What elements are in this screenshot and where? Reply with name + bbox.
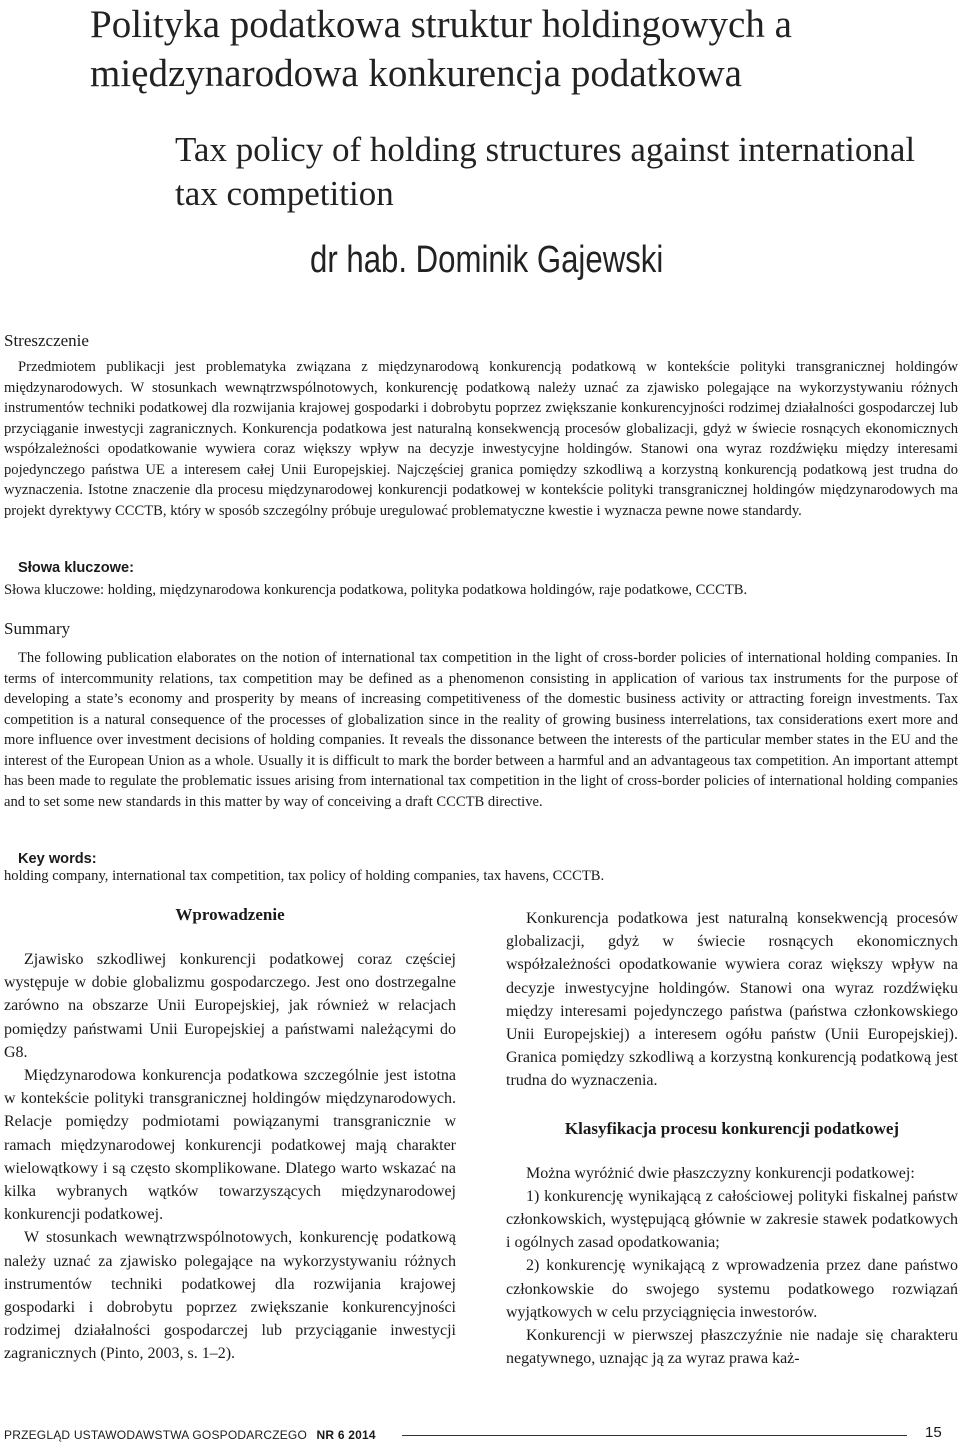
introduction-heading: Wprowadzenie bbox=[175, 905, 285, 924]
page-number: 15 bbox=[925, 1424, 942, 1441]
intro-paragraph-1: Zjawisko szkodliwej konkurencji podatkowej coraz częściej występuje w dobie globalizmu gospodarczego. Jest ono dostrzegalne zarówno na obszarze Unii Europejskiej, jak również w relacjach pomiędzy państwami Unii Europejskiej a państwami należącymi do G8. bbox=[4, 951, 456, 1061]
issue-number: NR 6 2014 bbox=[316, 1428, 376, 1442]
slowa-kluczowe-label: Słowa kluczowe: bbox=[18, 560, 134, 576]
classification-heading: Klasyfikacja procesu konkurencji podatkowej bbox=[564, 1118, 900, 1138]
summary-heading: Summary bbox=[4, 619, 71, 638]
journal-name: PRZEGLĄD USTAWODAWSTWA GOSPODARCZEGO bbox=[4, 1428, 307, 1442]
footer-rule bbox=[402, 1435, 907, 1436]
key-words-text: holding company, international tax competition, tax policy of holding companies, tax havens, CCCTB. bbox=[4, 868, 605, 884]
right-paragraph-3: Konkurencji w pierwszej płaszczyźnie nie nadaje się charakteru negatywnego, uznając ją za wyraz prawa każ- bbox=[506, 1327, 958, 1368]
article-title-english: Tax policy of holding structures against international tax competition bbox=[175, 130, 916, 213]
right-paragraph-2: Można wyróżnić dwie płaszczyzny konkurencji podatkowej: bbox=[526, 1164, 915, 1182]
author-name: dr hab. Dominik Gajewski bbox=[310, 239, 664, 281]
list-item: 1) konkurencję wynikającą z całościowej polityki fiskalnej państw członkowskich, występującą głównie w zakresie stawek podatkowych i ogólnych zasad opodatkowania; bbox=[506, 1187, 958, 1252]
intro-paragraph-2: Międzynarodowa konkurencja podatkowa szczególnie jest istotna w kontekście polityki transgranicznej holdingów międzynarodowych. Relacje pomiędzy podmiotami powiązanymi transgranicznie w ramach międzynarodowej konkurencji podatkowej mają charakter wielowątkowy i są często skomplikowane. Dlatego warto wskazać na kilka wybranych wątków towarzyszących międzynarodowej konkurencji podatkowej. bbox=[4, 1067, 456, 1224]
list-item: 2) konkurencję wynikającą z wprowadzenia przez dane państwo członkowskie do swojego systemu podatkowego rozwiązań wyjątkowych w celu przyciągnięcia inwestorów. bbox=[506, 1257, 958, 1321]
intro-paragraph-3: W stosunkach wewnątrzwspólnotowych, konkurencję podatkową należy uznać za zjawisko polegające na wykorzystywaniu różnych instrumentów techniki podatkowej dla rozwijania krajowej gospodarki i dobrobytu poprzez zwiększanie konkurencyjności rodzimej działalności gospodarczej lub przyciąganie inwestycji zagranicznych (Pinto, 2003, s. 1–2). bbox=[4, 1229, 456, 1363]
article-title: Polityka podatkowa struktur holdingowych a międzynarodowa konkurencja podatkowa bbox=[90, 3, 792, 95]
right-paragraph-1: Konkurencja podatkowa jest naturalną konsekwencją procesów globalizacji, gdyż w świecie rosnących ekonomicznych współzależności opodatkowanie wywiera coraz większy wpływ na decyzje inwestycyjne holdingów. Stanowi ona wyraz rozdźwięku między interesami pojedynczego państwa (państwa członkowskiego Unii Europejskiej) a interesem ogółu państw (Unii Europejskiej). Granica pomiędzy szkodliwą a korzystną konkurencją podatkową jest trudna do wyznaczenia. bbox=[506, 910, 958, 1090]
slowa-kluczowe-text: Słowa kluczowe: holding, międzynarodowa konkurencja podatkowa, polityka podatkowa holdingów, raje podatkowe, CCCTB. bbox=[4, 582, 748, 598]
streszczenie-text: Przedmiotem publikacji jest problematyka związana z międzynarodową konkurencją podatkową w kontekście polityki transgranicznej holdingów międzynarodowych. W stosunkach wewnątrzwspólnotowych, konkurencję podatkową należy uznać za zjawisko polegające na wykorzystywaniu różnych instrumentów techniki podatkowej dla rozwijania krajowej gospodarki i dobrobytu poprzez zwiększanie konkurencyjności rodzimej działalności gospodarczej lub przyciąganie inwestycji zagranicznych. Konkurencja podatkowa jest naturalną konsekwencją procesów globalizacji, gdyż w świecie rosnących ekonomicznych współzależności opodatkowanie wywiera coraz większy wpływ na decyzje inwestycyjne holdingów. Stanowi ona wyraz rozdźwięku między interesami pojedynczego państwa UE a interesem całej Unii Europejskiej. Najczęściej granica pomiędzy szkodliwą a korzystną konkurencją podatkową jest trudna do wyznaczenia. Istotne znaczenie dla procesu międzynarodowej konkurencji podatkowej w kontekście polityki transgranicznej holdingów międzynarodowych ma projekt dyrektywy CCCTB, który w sposób szczególny próbuje uregulować problematyczne kwestie i wyznacza pewne nowe standardy. bbox=[4, 359, 958, 519]
left-column bbox=[4, 904, 456, 1366]
key-words-label: Key words: bbox=[18, 851, 97, 867]
right-column bbox=[506, 907, 958, 1370]
summary-text: The following publication elaborates on the notion of international tax competition in the light of cross-border policies of international holding companies. In terms of intercommunity relations, tax competition may be defined as a phenomenon consisting in application of various tax instruments for the purpose of developing a state’s economy and prosperity by means of increasing competitiveness of the domestic business activity or attracting foreign investments. Tax competition is a natural consequence of the processes of globalization since in the reality of growing business interrelations, tax considerations exert more and more influence over investment decisions of holding companies. It reveals the dissonance between the interests of the particular member states in the EU and the interest of the European Union as a whole. Usually it is difficult to mark the border between a harmful and an advantageous tax competition. An important attempt has been made to regulate the problematic issues arising from international tax competition in the light of cross-border policies of international holding companies and to set some new standards in this matter by way of conceiving a draft CCCTB directive. bbox=[4, 650, 958, 810]
streszczenie-heading: Streszczenie bbox=[4, 331, 89, 350]
journal-footer bbox=[4, 1428, 376, 1442]
